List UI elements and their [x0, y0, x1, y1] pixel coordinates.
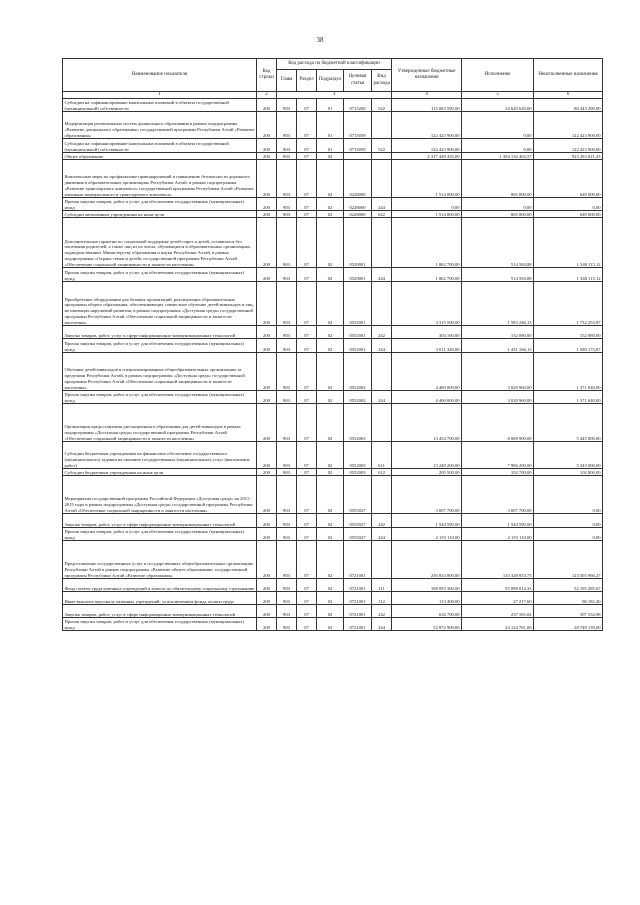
cell-target-item: 0555027	[344, 514, 372, 528]
cell-line-code: 200	[257, 579, 277, 592]
cell-executed: 34 620 620,00	[462, 99, 534, 112]
cell-section: 07	[297, 339, 317, 353]
cell-unexecuted: 0,00	[534, 198, 603, 211]
col-num: 2	[257, 92, 277, 99]
cell-section: 07	[297, 514, 317, 528]
cell-chapter: 903	[277, 605, 297, 618]
cell-subsection: 01	[317, 112, 344, 139]
cell-line-code: 200	[257, 112, 277, 139]
cell-section: 07	[297, 326, 317, 339]
cell-executed: 0,00	[462, 198, 534, 211]
cell-subsection: 02	[317, 469, 344, 476]
table-row	[63, 211, 603, 218]
cell-target-item: 0715059	[344, 112, 372, 139]
cell-line-code: 200	[257, 514, 277, 528]
table-row	[63, 160, 603, 198]
cell-name: Субсидии на софинансирование капитальных вложений в объекты государственной (муниципальной) собственности	[63, 99, 257, 112]
cell-chapter: 903	[277, 353, 297, 391]
cell-chapter: 903	[277, 618, 297, 631]
cell-subsection: 02	[317, 528, 344, 541]
cell-subsection: 02	[317, 605, 344, 618]
cell-target-item: 0721001	[344, 592, 372, 605]
cell-name: Иные выплаты персоналу казенных учреждений, за исключением фонда оплаты труда	[63, 592, 257, 605]
cell-target-item: 0552001	[344, 326, 372, 339]
cell-executed: 102 700,00	[462, 469, 534, 476]
cell-unexecuted: 923 293 021,43	[534, 153, 603, 160]
cell-subsection: 02	[317, 592, 344, 605]
cell-line-code: 200	[257, 404, 277, 442]
cell-name: Комплексные меры по профилактике правонарушений и повышению безопасности дорожного движения в образовательных организациях Республики Алтай, в рамках подпрограммы «Развитие транспортного комплекса» государственной программы Республики Алтай «Развитие жилищно-коммунального и транспортного комплекса»	[63, 160, 257, 198]
cell-name: Закупка товаров, работ, услуг в сфере информационно-коммуникационных технологий	[63, 605, 257, 618]
cell-executed: 1 394 134 463,57	[462, 153, 534, 160]
cell-executed: 3 028 960,00	[462, 353, 534, 391]
cell-expense-type: 242	[372, 605, 392, 618]
cell-line-code: 200	[257, 99, 277, 112]
cell-subsection: 02	[317, 198, 344, 211]
cell-section: 07	[297, 211, 317, 218]
cell-executed: 24 124 761,00	[462, 618, 534, 631]
cell-name: Общее образование	[63, 153, 257, 160]
cell-approved: 4 400 000,00	[392, 391, 462, 404]
cell-expense-type	[372, 112, 392, 139]
cell-expense-type: 112	[372, 592, 392, 605]
cell-section: 07	[297, 353, 317, 391]
cell-name: Прочая закупка товаров, работ и услуг для обеспечения государственных (муниципальных) нужд	[63, 618, 257, 631]
cell-expense-type: 522	[372, 99, 392, 112]
table-row	[63, 139, 603, 153]
cell-line-code: 200	[257, 528, 277, 541]
cell-unexecuted: 0,00	[534, 476, 603, 514]
cell-line-code: 200	[257, 476, 277, 514]
cell-expense-type	[372, 218, 392, 268]
cell-expense-type: 244	[372, 528, 392, 541]
cell-executed: 8 008 900,00	[462, 404, 534, 442]
cell-line-code: 200	[257, 339, 277, 353]
cell-executed: 152 080,00	[462, 326, 534, 339]
cell-unexecuted: 5 445 800,00	[534, 404, 603, 442]
cell-approved: 304 160,00	[392, 326, 462, 339]
cell-target-item: 0228000	[344, 198, 372, 211]
cell-subsection: 02	[317, 618, 344, 631]
cell-expense-type: 612	[372, 469, 392, 476]
cell-approved: 1 514 000,00	[392, 160, 462, 198]
cell-chapter: 903	[277, 198, 297, 211]
cell-expense-type: 244	[372, 618, 392, 631]
cell-section: 07	[297, 404, 317, 442]
table-row	[63, 218, 603, 268]
cell-target-item: 0552003	[344, 469, 372, 476]
cell-unexecuted: 52 195 285,67	[534, 579, 603, 592]
cell-chapter: 903	[277, 139, 297, 153]
header-approved: Утвержденные бюджетные назначения	[392, 59, 462, 92]
cell-unexecuted: 28 748 139,00	[534, 618, 603, 631]
cell-section: 07	[297, 618, 317, 631]
table-row	[63, 153, 603, 160]
cell-subsection: 02	[317, 514, 344, 528]
cell-target-item: 0721001	[344, 618, 372, 631]
column-numbers-row	[63, 92, 603, 99]
cell-subsection: 01	[317, 139, 344, 153]
header-code: Код строки	[257, 59, 277, 92]
cell-name: Предоставление государственных услуг в государственных общеобразовательных организациях Республики Алтай в рамках подпрограммы «Развитие общего образования» государственной программы Республики Алтай «Развитие образования»	[63, 541, 257, 579]
cell-executed: 514 584,88	[462, 218, 534, 268]
header-unexecuted: Неисполненные назначения	[534, 59, 603, 92]
cell-line-code: 200	[257, 541, 277, 579]
cell-section: 07	[297, 469, 317, 476]
cell-target-item: 0228000	[344, 211, 372, 218]
table-row	[63, 592, 603, 605]
cell-unexecuted: 1 348 115,12	[534, 218, 603, 268]
cell-name: Субсидии на софинансирование капитальных вложений в объекты государственной (муниципальной) собственности	[63, 139, 257, 153]
page-number: 38	[316, 36, 324, 44]
table-row	[63, 326, 603, 339]
cell-chapter: 903	[277, 404, 297, 442]
cell-expense-type: 242	[372, 514, 392, 528]
cell-approved: 122 423 900,00	[392, 112, 462, 139]
cell-approved: 256 834 800,00	[392, 541, 462, 579]
cell-target-item: 0529001	[344, 218, 372, 268]
cell-unexecuted: 80 443 290,00	[534, 99, 603, 112]
cell-approved: 3 315 500,00	[392, 282, 462, 326]
cell-approved: 1 862 700,00	[392, 218, 462, 268]
cell-target-item: 0721001	[344, 541, 372, 579]
cell-chapter: 903	[277, 579, 297, 592]
cell-expense-type	[372, 476, 392, 514]
col-num: 3	[277, 92, 392, 99]
cell-approved: 2 153 110,00	[392, 528, 462, 541]
cell-line-code: 200	[257, 391, 277, 404]
cell-unexecuted: 1 371 040,00	[534, 391, 603, 404]
cell-chapter: 903	[277, 153, 297, 160]
cell-name: Фонд оплаты труда казенных учреждений и взносы по обязательному социальному страхованию	[63, 579, 257, 592]
cell-line-code: 200	[257, 592, 277, 605]
cell-section: 07	[297, 160, 317, 198]
header-subsection: Подраздел	[317, 70, 344, 92]
col-num: 4	[392, 92, 462, 99]
cell-line-code: 200	[257, 353, 277, 391]
cell-expense-type: 111	[372, 579, 392, 592]
cell-line-code: 200	[257, 198, 277, 211]
cell-section: 07	[297, 528, 317, 541]
cell-expense-type: 611	[372, 442, 392, 469]
cell-name: Прочая закупка товаров, работ и услуг для обеспечения государственных (муниципальных) нужд	[63, 528, 257, 541]
cell-chapter: 903	[277, 99, 297, 112]
cell-unexecuted: 5 343 000,00	[534, 442, 603, 469]
cell-executed: 1 431 166,13	[462, 339, 534, 353]
cell-chapter: 903	[277, 218, 297, 268]
cell-chapter: 903	[277, 528, 297, 541]
cell-expense-type: 242	[372, 326, 392, 339]
cell-unexecuted: 122 423 900,00	[534, 139, 603, 153]
cell-section: 07	[297, 99, 317, 112]
cell-name: Дополнительные гарантии по социальной поддержке детей-сирот и детей, оставшихся без попечения родителей, а также лиц из их числа, обучающихся в образовательных организациях, подведомственных Министерству образования и науки Республики Алтай, в рамках подпрограммы «Охрана семьи и детей» государственной программы Республики Алтай «Обеспечение социальной защищенности и занятости населения»	[63, 218, 257, 268]
cell-unexecuted: 102 800,00	[534, 469, 603, 476]
cell-executed: 865 000,00	[462, 160, 534, 198]
cell-name: Прочая закупка товаров, работ и услуг для обеспечения государственных (муниципальных) нужд	[63, 268, 257, 282]
cell-line-code: 200	[257, 211, 277, 218]
cell-name: Субсидии бюджетным учреждениям на финансовое обеспечение государственного (муниципального) задания на оказание государственных (муниципальных) услуг (выполнение работ)	[63, 442, 257, 469]
cell-section: 07	[297, 198, 317, 211]
table-row	[63, 353, 603, 391]
cell-unexecuted: 0,00	[534, 528, 603, 541]
cell-chapter: 903	[277, 112, 297, 139]
cell-unexecuted: 0,00	[534, 514, 603, 528]
cell-chapter: 903	[277, 326, 297, 339]
table-row	[63, 404, 603, 442]
cell-executed: 1 583 246,13	[462, 282, 534, 326]
header-executed: Исполнение	[462, 59, 534, 92]
cell-subsection: 02	[317, 339, 344, 353]
table-header	[63, 59, 603, 99]
cell-line-code: 200	[257, 282, 277, 326]
cell-chapter: 903	[277, 514, 297, 528]
cell-subsection: 02	[317, 268, 344, 282]
cell-line-code: 200	[257, 268, 277, 282]
cell-subsection: 02	[317, 541, 344, 579]
cell-line-code: 200	[257, 605, 277, 618]
cell-target-item: 0552003	[344, 404, 372, 442]
col-num: 1	[63, 92, 257, 99]
cell-subsection: 02	[317, 404, 344, 442]
cell-line-code: 200	[257, 618, 277, 631]
cell-approved: 13 249 200,00	[392, 442, 462, 469]
cell-section: 07	[297, 442, 317, 469]
cell-target-item: 0715059	[344, 139, 372, 153]
cell-subsection: 02	[317, 211, 344, 218]
cell-section: 07	[297, 268, 317, 282]
cell-expense-type	[372, 160, 392, 198]
cell-target-item: 9715200	[344, 99, 372, 112]
cell-unexecuted: 1 371 040,00	[534, 353, 603, 391]
table-row	[63, 99, 603, 112]
cell-unexecuted: 1 580 173,87	[534, 339, 603, 353]
cell-line-code: 200	[257, 139, 277, 153]
cell-executed: 133 328 833,73	[462, 541, 534, 579]
cell-chapter: 903	[277, 391, 297, 404]
cell-subsection: 02	[317, 326, 344, 339]
cell-approved: 4 400 000,00	[392, 353, 462, 391]
cell-approved: 2 317 449 435,00	[392, 153, 462, 160]
cell-approved: 108 093 300,00	[392, 579, 462, 592]
cell-approved: 1 862 700,00	[392, 268, 462, 282]
cell-unexecuted: 86 182,40	[534, 592, 603, 605]
cell-subsection: 02	[317, 153, 344, 160]
cell-unexecuted: 1 732 253,87	[534, 282, 603, 326]
cell-subsection: 02	[317, 218, 344, 268]
cell-executed: 237 165,02	[462, 605, 534, 618]
cell-approved: 1 544 590,00	[392, 514, 462, 528]
cell-executed: 0,00	[462, 139, 534, 153]
table-row	[63, 282, 603, 326]
cell-subsection: 02	[317, 476, 344, 514]
cell-executed: 55 898 014,33	[462, 579, 534, 592]
cell-chapter: 903	[277, 160, 297, 198]
cell-chapter: 903	[277, 469, 297, 476]
cell-name: Субсидии бюджетным учреждениям на иные цели	[63, 469, 257, 476]
cell-name: Приобретение оборудования для базовых организаций, реализующих образовательные программы общего образования, обеспечивающих совместное обучение детей-инвалидов и лиц, не имеющих нарушений развития, в рамках подпрограммы «Доступная среда» государственной программы Республики Алтай «Обеспечение социальной защищенности и занятости населения»	[63, 282, 257, 326]
cell-section: 07	[297, 605, 317, 618]
cell-subsection: 02	[317, 391, 344, 404]
cell-unexecuted: 397 534,98	[534, 605, 603, 618]
cell-executed: 3 697 700,00	[462, 476, 534, 514]
table-row	[63, 112, 603, 139]
cell-subsection: 02	[317, 579, 344, 592]
cell-target-item: 0529001	[344, 268, 372, 282]
cell-line-code: 200	[257, 218, 277, 268]
cell-line-code: 200	[257, 153, 277, 160]
cell-chapter: 903	[277, 268, 297, 282]
table-body	[63, 99, 603, 631]
cell-expense-type	[372, 153, 392, 160]
cell-section: 07	[297, 579, 317, 592]
table-row	[63, 605, 603, 618]
cell-chapter: 903	[277, 541, 297, 579]
cell-chapter: 903	[277, 476, 297, 514]
cell-name: Субсидии автономным учреждениям на иные цели	[63, 211, 257, 218]
cell-expense-type: 244	[372, 391, 392, 404]
cell-approved: 52 872 900,00	[392, 618, 462, 631]
cell-name: Мероприятия государственной программы Российской Федерации «Доступная среда» на 2011-2015 годы в рамках подпрограммы «Доступная среда» государственной программы Республики Алтай «Обеспечение социальной защищенности и занятости населения»	[63, 476, 257, 514]
cell-name: Прочая закупка товаров, работ и услуг для обеспечения государственных (муниципальных) нужд	[63, 339, 257, 353]
cell-approved: 0,00	[392, 198, 462, 211]
table-row	[63, 514, 603, 528]
cell-executed: 3 028 960,00	[462, 391, 534, 404]
cell-executed: 1 544 590,00	[462, 514, 534, 528]
cell-line-code: 200	[257, 326, 277, 339]
cell-name: Закупка товаров, работ, услуг в сфере информационно-коммуникационных технологий	[63, 326, 257, 339]
cell-target-item: 0555027	[344, 528, 372, 541]
cell-chapter: 903	[277, 282, 297, 326]
cell-executed: 27 217,60	[462, 592, 534, 605]
cell-section: 07	[297, 476, 317, 514]
cell-approved: 3 697 700,00	[392, 476, 462, 514]
cell-unexecuted: 649 000,00	[534, 160, 603, 198]
table-row	[63, 469, 603, 476]
cell-expense-type	[372, 353, 392, 391]
header-name: Наименование показателя	[63, 59, 257, 92]
header-expense-type: Вид расхода	[372, 70, 392, 92]
cell-expense-type	[372, 282, 392, 326]
header-chapter: Глава	[277, 70, 297, 92]
table-row	[63, 391, 603, 404]
cell-executed: 7 906 200,00	[462, 442, 534, 469]
header-budget-class: Код расхода по бюджетной классификации	[277, 59, 392, 70]
cell-expense-type: 522	[372, 139, 392, 153]
cell-target-item: 0552002	[344, 391, 372, 404]
table-row	[63, 198, 603, 211]
table-row	[63, 476, 603, 514]
cell-section: 07	[297, 391, 317, 404]
table-row	[63, 442, 603, 469]
cell-target-item: 0721001	[344, 605, 372, 618]
cell-expense-type: 244	[372, 268, 392, 282]
header-target-item: Целевая статья	[344, 70, 372, 92]
cell-target-item: 0552001	[344, 339, 372, 353]
cell-line-code: 200	[257, 469, 277, 476]
cell-approved: 115 063 590,00	[392, 99, 462, 112]
cell-line-code: 200	[257, 160, 277, 198]
cell-section: 07	[297, 282, 317, 326]
cell-subsection: 02	[317, 282, 344, 326]
table-row	[63, 579, 603, 592]
cell-target-item: 0555027	[344, 476, 372, 514]
cell-target-item: 0552003	[344, 442, 372, 469]
cell-unexecuted: 123 505 966,27	[534, 541, 603, 579]
cell-target-item: 0228000	[344, 160, 372, 198]
cell-name: Прочая закупка товаров, работ и услуг для обеспечения государственных (муниципальных) нужд	[63, 391, 257, 404]
cell-section: 07	[297, 153, 317, 160]
cell-chapter: 903	[277, 442, 297, 469]
cell-expense-type	[372, 404, 392, 442]
cell-chapter: 903	[277, 339, 297, 353]
cell-target-item	[344, 153, 372, 160]
cell-name: Модернизация региональных систем дошкольного образования в рамках подпрограммы «Развитие дошкольного образования» государственной программы Республики Алтай «Развитие образования»	[63, 112, 257, 139]
cell-subsection: 02	[317, 160, 344, 198]
cell-unexecuted: 1 348 115,12	[534, 268, 603, 282]
col-num: 6	[534, 92, 603, 99]
cell-section: 07	[297, 541, 317, 579]
cell-approved: 122 423 900,00	[392, 139, 462, 153]
cell-subsection: 01	[317, 99, 344, 112]
cell-name: Обучение детей-инвалидов в специализированных общеобразовательных организациях за пределами Республики Алтай, в рамках подпрограммы «Доступная среда» государственной программы Республики Алтай «Обеспечение социальной защищенности и занятости населения»	[63, 353, 257, 391]
cell-section: 07	[297, 139, 317, 153]
cell-executed: 865 000,00	[462, 211, 534, 218]
cell-approved: 634 700,00	[392, 605, 462, 618]
cell-chapter: 903	[277, 211, 297, 218]
cell-expense-type: 244	[372, 339, 392, 353]
cell-expense-type	[372, 541, 392, 579]
table-row	[63, 528, 603, 541]
cell-target-item: 0552002	[344, 353, 372, 391]
cell-expense-type: 622	[372, 211, 392, 218]
table-row	[63, 618, 603, 631]
cell-name: Организация предоставления дистанционного образования для детей-инвалидов в рамках подпрограммы «Доступная среда» государственной программы Республики Алтай «Обеспечение социальной защищенности и занятости населения»	[63, 404, 257, 442]
cell-section: 07	[297, 218, 317, 268]
cell-target-item: 0721001	[344, 579, 372, 592]
cell-unexecuted: 649 000,00	[534, 211, 603, 218]
cell-approved: 3 011 340,00	[392, 339, 462, 353]
cell-name: Закупка товаров, работ, услуг в сфере информационно-коммуникационных технологий	[63, 514, 257, 528]
cell-subsection: 02	[317, 442, 344, 469]
cell-expense-type: 244	[372, 198, 392, 211]
cell-executed: 514 584,88	[462, 268, 534, 282]
col-num: 5	[462, 92, 534, 99]
cell-chapter: 903	[277, 592, 297, 605]
cell-approved: 205 500,00	[392, 469, 462, 476]
cell-approved: 13 454 700,00	[392, 404, 462, 442]
cell-executed: 2 153 110,00	[462, 528, 534, 541]
budget-execution-table	[62, 58, 603, 631]
table-row	[63, 339, 603, 353]
cell-section: 07	[297, 592, 317, 605]
cell-unexecuted: 152 080,00	[534, 326, 603, 339]
table-row	[63, 268, 603, 282]
cell-subsection: 02	[317, 353, 344, 391]
cell-line-code: 200	[257, 442, 277, 469]
cell-approved: 113 400,00	[392, 592, 462, 605]
table-row	[63, 541, 603, 579]
cell-approved: 1 514 000,00	[392, 211, 462, 218]
header-section: Раздел	[297, 70, 317, 92]
cell-executed: 0,00	[462, 112, 534, 139]
cell-name: Прочая закупка товаров, работ и услуг для обеспечения государственных (муниципальных) нужд	[63, 198, 257, 211]
cell-target-item: 0552001	[344, 282, 372, 326]
cell-unexecuted: 122 423 900,00	[534, 112, 603, 139]
cell-section: 07	[297, 112, 317, 139]
